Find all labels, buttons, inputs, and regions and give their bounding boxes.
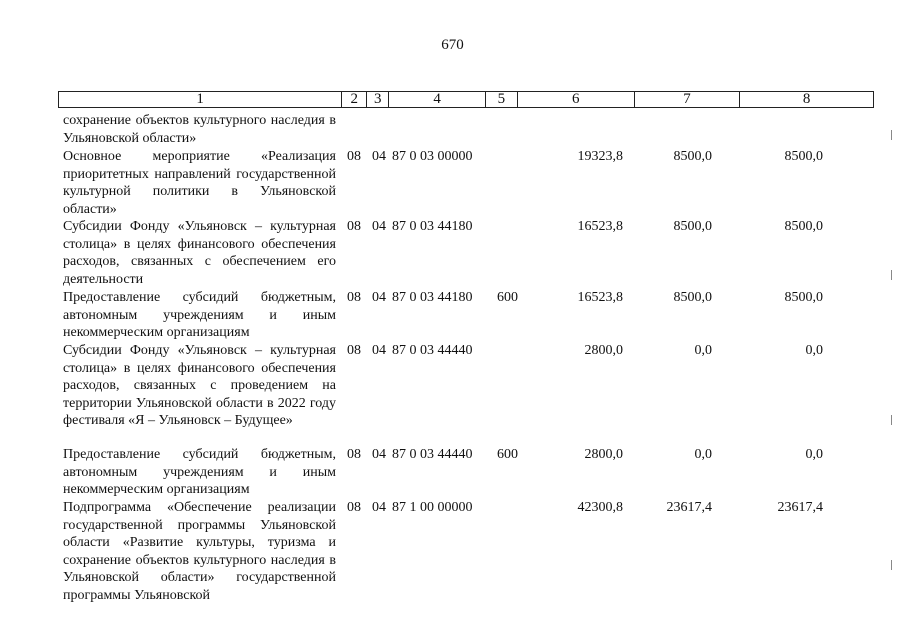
row-description: Подпрограмма «Обеспечение реализации государственной программы Ульяновской области «Развитие культуры, туризма и сохранение объектов культурного наследия в Ульяновской области» государственной программы Ульяновской <box>63 500 336 603</box>
row-description: Субсидии Фонду «Ульяновск – культурная столица» в целях финансового обеспечения расходов, связанных с проведением на территории Ульяновской области в 2022 году фестиваля «Я – Ульяновск – Будущее» <box>63 343 336 429</box>
header-col-5: 5 <box>485 92 517 107</box>
margin-mark <box>891 415 892 425</box>
row-amount-col7: 8500,0 <box>673 149 712 164</box>
margin-mark <box>891 560 892 570</box>
row-amount-col6: 42300,8 <box>577 500 623 515</box>
header-col-7: 7 <box>634 92 740 107</box>
row-subsection: 04 <box>372 343 386 358</box>
table-body <box>63 112 893 605</box>
row-expense-type: 600 <box>497 290 518 305</box>
row-section: 08 <box>347 149 361 164</box>
row-subsection: 04 <box>372 149 386 164</box>
row-amount-col8: 8500,0 <box>784 290 823 305</box>
row-section: 08 <box>347 447 361 462</box>
row-subsection: 04 <box>372 290 386 305</box>
table-row <box>63 218 893 289</box>
row-amount-col8: 23617,4 <box>777 500 823 515</box>
table-row <box>63 112 893 148</box>
row-section: 08 <box>347 290 361 305</box>
row-target-article: 87 0 03 44180 <box>392 290 473 305</box>
row-description: Предоставление субсидий бюджетным, автономным учреждениям и иным некоммерческим организациям <box>63 447 336 498</box>
row-subsection: 04 <box>372 219 386 234</box>
row-amount-col8: 0,0 <box>805 447 823 462</box>
table-row <box>63 148 893 218</box>
row-target-article: 87 0 03 00000 <box>392 149 473 164</box>
row-description: Предоставление субсидий бюджетным, автономным учреждениям и иным некоммерческим организациям <box>63 290 336 341</box>
row-amount-col8: 8500,0 <box>784 219 823 234</box>
row-amount-col7: 23617,4 <box>666 500 712 515</box>
row-amount-col7: 8500,0 <box>673 290 712 305</box>
margin-mark <box>891 270 892 280</box>
margin-mark <box>891 130 892 140</box>
table-row <box>63 289 893 342</box>
row-section: 08 <box>347 343 361 358</box>
row-section: 08 <box>347 219 361 234</box>
row-target-article: 87 1 00 00000 <box>392 500 473 515</box>
header-col-8: 8 <box>739 92 873 107</box>
row-amount-col7: 0,0 <box>694 447 712 462</box>
header-col-4: 4 <box>388 92 485 107</box>
header-col-6: 6 <box>517 92 634 107</box>
table-header <box>58 91 874 108</box>
page-number: 670 <box>441 37 464 53</box>
row-description: сохранение объектов культурного наследия в Ульяновской области» <box>63 113 336 146</box>
header-col-2: 2 <box>341 92 366 107</box>
row-amount-col8: 0,0 <box>805 343 823 358</box>
table-row <box>63 446 893 499</box>
table-row <box>63 499 893 605</box>
row-subsection: 04 <box>372 500 386 515</box>
row-amount-col7: 8500,0 <box>673 219 712 234</box>
row-amount-col6: 16523,8 <box>577 219 623 234</box>
row-subsection: 04 <box>372 447 386 462</box>
row-section: 08 <box>347 500 361 515</box>
row-amount-col6: 19323,8 <box>577 149 623 164</box>
row-amount-col7: 0,0 <box>694 343 712 358</box>
row-description: Основное мероприятие «Реализация приоритетных направлений государственной культурной политики в Ульяновской области» <box>63 149 336 217</box>
row-amount-col8: 8500,0 <box>784 149 823 164</box>
row-target-article: 87 0 03 44440 <box>392 447 473 462</box>
row-amount-col6: 16523,8 <box>577 290 623 305</box>
header-col-1: 1 <box>196 91 204 107</box>
row-target-article: 87 0 03 44180 <box>392 219 473 234</box>
row-description: Субсидии Фонду «Ульяновск – культурная столица» в целях финансового обеспечения расходов, связанных с обеспечением его деятельности <box>63 219 336 287</box>
header-col-3: 3 <box>366 92 388 107</box>
row-amount-col6: 2800,0 <box>584 447 623 462</box>
row-amount-col6: 2800,0 <box>584 343 623 358</box>
row-target-article: 87 0 03 44440 <box>392 343 473 358</box>
row-expense-type: 600 <box>497 447 518 462</box>
table-row <box>63 342 893 446</box>
